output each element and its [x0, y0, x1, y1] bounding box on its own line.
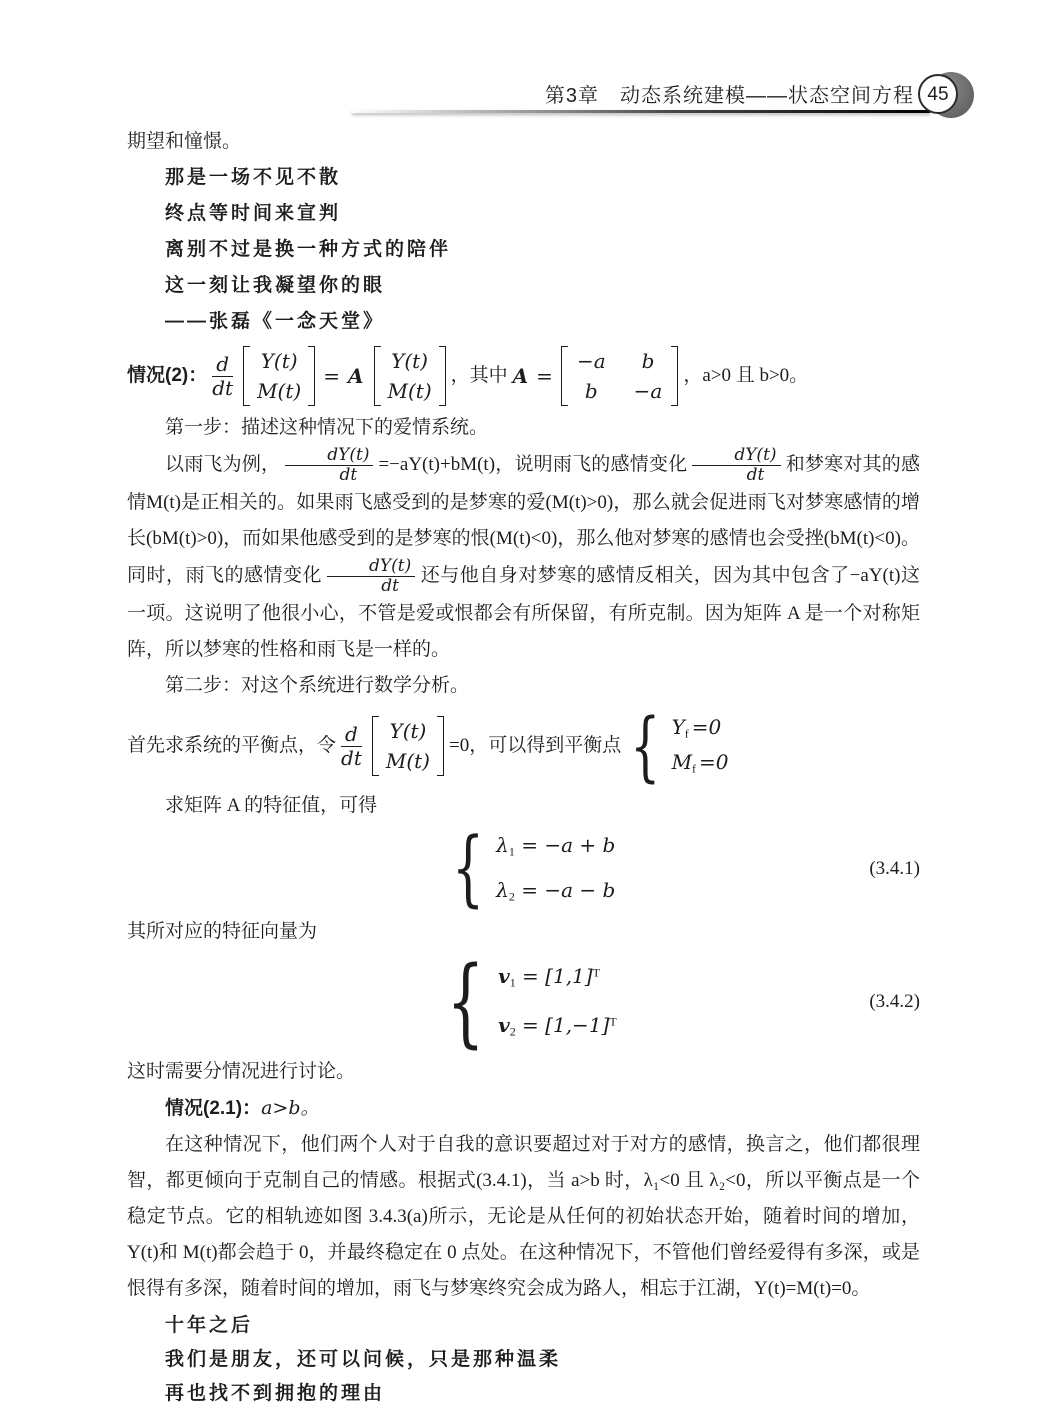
fraction-denominator: dt	[381, 576, 399, 597]
matrix-A	[561, 346, 678, 406]
subscript: 2	[508, 889, 515, 904]
left-brace: {	[446, 945, 485, 1058]
matrix-cells	[568, 346, 671, 406]
poem-line: 十年之后	[165, 1315, 254, 1337]
fraction-denominator: dt	[339, 465, 358, 486]
subscript: f	[684, 726, 689, 741]
matrix-cell: −a	[633, 379, 663, 403]
right-bracket	[308, 346, 315, 406]
step1-line: 第一步：描述这种情况下的爱情系统。	[165, 417, 489, 438]
matrix-cell: b	[641, 349, 655, 373]
subscript: f	[692, 761, 697, 776]
matrix-cell: b	[584, 379, 598, 403]
right-bracket	[439, 346, 446, 406]
matrix-cell: M(t)	[385, 749, 430, 774]
eigenvector-intro-line: 其所对应的特征向量为	[127, 921, 318, 943]
matrix-cell: M(t)	[387, 379, 432, 403]
rhs: = −a + b	[514, 833, 616, 858]
matrix-A-symbol: A	[347, 364, 364, 388]
rhs: = −a − b	[514, 878, 616, 903]
fraction-numerator: dY(t)	[285, 446, 373, 466]
equation-3-4-2	[127, 945, 920, 1058]
para1-text: 和梦寒对其的感情M(t)是正相关的。如果雨飞感受到的是梦寒的爱(M(t)>0)，那么就会促进雨飞对梦寒感情的增长(bM(t)>0)，而如果他感受到的是梦寒的恨(M(t)<0)，那么他对梦寒的感情也会受挫(bM(t)<0)。同时，雨飞的感情变化	[127, 453, 920, 586]
rhs: = [1,−1]	[515, 1013, 610, 1038]
page-number-badge	[918, 72, 976, 124]
case21-condition: a>b。	[261, 1097, 320, 1120]
left-brace: {	[630, 700, 661, 790]
fraction-denominator: dt	[341, 745, 362, 770]
rhs: =0	[699, 750, 729, 775]
fraction-numerator: d	[212, 353, 233, 376]
matrix-cells	[250, 346, 308, 406]
poem-line: 离别不过是换一种方式的陪伴	[165, 239, 452, 260]
state-vector-matrix	[374, 346, 446, 406]
matrix-A-symbol: A	[512, 364, 529, 388]
matrix-cell: Y(t)	[389, 719, 427, 744]
paragraph-1	[127, 446, 920, 668]
system-rows	[498, 965, 617, 1039]
fraction-numerator: dY(t)	[692, 446, 780, 466]
poem-attribution: ——张磊《一念天堂》	[165, 311, 386, 332]
matrix-cell: −a	[576, 349, 606, 373]
variable: λ	[496, 878, 509, 903]
equation-3-4-1	[127, 821, 920, 917]
equation-number: (3.4.1)	[869, 858, 920, 880]
variable: M	[671, 750, 693, 775]
matrix-cell: Y(t)	[260, 349, 298, 373]
case2-mid-text: ，其中	[450, 365, 508, 386]
discussion-line: 这时需要分情况进行讨论。	[127, 1061, 356, 1083]
subscript: 1	[508, 844, 515, 859]
system-row	[672, 716, 732, 741]
para1-text: 以雨飞为例，	[165, 453, 281, 475]
poem-line: 这一刻让我凝望你的眼	[165, 275, 386, 296]
case2-equation	[127, 345, 920, 407]
equation-number: (3.4.2)	[869, 991, 920, 1013]
left-bracket	[243, 346, 250, 406]
system-rows	[496, 834, 615, 904]
left-brace: {	[451, 821, 485, 917]
page-header	[0, 0, 1042, 112]
rhs: =0	[691, 715, 722, 740]
inline-fraction	[692, 446, 780, 485]
inline-fraction	[327, 557, 415, 596]
system-row	[672, 751, 732, 776]
para1-text: 还与他自身对梦寒的感情反相关，因为其中包含了−aY(t)这一项。这说明了他很小心，不管是爱或恨都会有所保留，有所克制。因为矩阵 A 是一个对称矩阵，所以梦寒的性格和雨飞是一样的。	[127, 564, 920, 661]
subscript: 2	[509, 1024, 516, 1039]
poem-line: 我们是朋友，还可以问候，只是那种温柔	[165, 1349, 562, 1371]
system-rows	[672, 716, 732, 776]
system-row	[498, 965, 617, 990]
page-number: 45	[927, 83, 949, 105]
poem-line: 再也找不到拥抱的理由	[165, 1383, 386, 1405]
state-vector-matrix	[243, 346, 315, 406]
case21-line	[127, 1090, 920, 1127]
transpose-superscript: T	[609, 1014, 617, 1029]
chapter-title: 第3章 动态系统建模——状态空间方程	[544, 85, 914, 107]
inline-fraction	[285, 446, 373, 485]
rhs: = [1,1]	[515, 964, 593, 989]
equilibrium-equation	[127, 700, 920, 790]
left-bracket	[374, 346, 381, 406]
intro-line: 期望和憧憬。	[127, 131, 242, 152]
equilibrium-pre-text: 首先求系统的平衡点，令	[127, 735, 337, 757]
header-rule	[352, 110, 930, 113]
variable: Y	[671, 715, 685, 740]
equals-sign: =	[536, 364, 553, 388]
equilibrium-system	[621, 700, 731, 790]
right-bracket	[437, 716, 444, 776]
matrix-cell: Y(t)	[391, 349, 428, 373]
matrix-cells	[379, 716, 437, 776]
eigenvector-system	[435, 945, 617, 1058]
equals-sign: =	[323, 364, 340, 388]
case21-label: 情况(2.1)：	[165, 1098, 262, 1120]
left-bracket	[372, 716, 379, 776]
matrix-cells	[381, 346, 439, 406]
poem-line: 那是一场不见不散	[165, 167, 342, 188]
page-number-circle	[918, 74, 958, 114]
right-bracket	[671, 346, 678, 406]
page-content	[0, 124, 1042, 1411]
system-row	[496, 879, 615, 904]
variable: v	[498, 964, 510, 989]
paragraph-2: 在这种情况下，他们两个人对于自我的意识要超过对于对方的感情，换言之，他们都很理智，都更倾向于克制自己的情感。根据式(3.4.1)，当 a>b 时，λ₁<0 且 λ₂<0，所以平衡点是一个稳定节点。它的相轨迹如图 3.4.3(a)所示，无论是从任何的初始状态开始，随着时间的增加，Y(t)和 M(t)都会趋于 0，并最终稳定在 0 点处。在这种情况下，不管他们曾经爱得有多深，或是恨得有多深，随着时间的增加，雨飞与梦寒终究会成为路人，相忘于江湖，Y(t)=M(t)=0。	[127, 1134, 920, 1300]
case2-tail-text: ，a>0 且 b>0。	[683, 365, 809, 386]
equilibrium-mid-text: =0，可以得到平衡点	[448, 735, 622, 757]
poem-line: 终点等时间来宣判	[165, 203, 342, 224]
para1-text: =−aY(t)+bM(t)，说明雨飞的感情变化	[378, 453, 688, 475]
step2-line: 第二步：对这个系统进行数学分析。	[165, 675, 470, 697]
variable: λ	[496, 833, 509, 858]
eigenvalue-intro-line: 求矩阵 A 的特征值，可得	[165, 795, 378, 817]
fraction-denominator: dt	[212, 375, 234, 400]
left-bracket	[561, 346, 568, 406]
state-vector-matrix	[372, 716, 444, 776]
derivative-operator-fraction	[212, 353, 233, 399]
fraction-denominator: dt	[746, 465, 765, 486]
case2-label: 情况(2)：	[127, 365, 208, 386]
derivative-operator-fraction	[341, 723, 362, 769]
matrix-cell: M(t)	[257, 379, 302, 403]
eigenvalue-system	[442, 821, 616, 917]
variable: v	[498, 1013, 510, 1038]
fraction-numerator: d	[341, 723, 362, 746]
fraction-numerator: dY(t)	[327, 557, 415, 577]
system-row	[496, 834, 615, 859]
system-row	[498, 1014, 617, 1039]
subscript: 1	[509, 975, 516, 990]
transpose-superscript: T	[592, 965, 600, 980]
